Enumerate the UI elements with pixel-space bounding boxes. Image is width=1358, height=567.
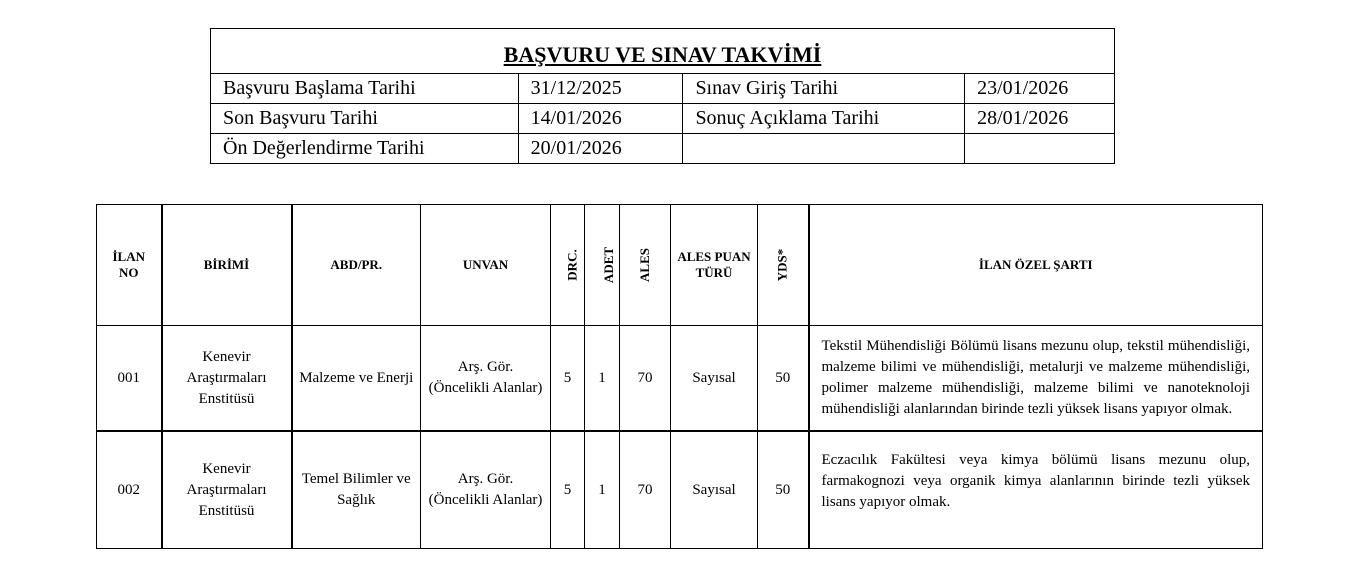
schedule-row [211, 74, 1115, 104]
cell-birimi: Kenevir Araştırmaları Enstitüsü [162, 326, 292, 432]
table-row [97, 326, 1263, 432]
header-ales-label: ALES [637, 248, 652, 282]
header-yds-label: YDS* [774, 248, 790, 282]
schedule-table [210, 28, 1115, 164]
header-adet [585, 205, 620, 326]
cell-adet: 1 [585, 431, 620, 549]
header-ozel-sart: İLAN ÖZEL ŞARTI [809, 205, 1263, 326]
cell-ales: 70 [620, 326, 671, 432]
cell-ales: 70 [620, 431, 671, 549]
cell-unvan: Arş. Gör. (Öncelikli Alanlar) [421, 431, 551, 549]
cell-drc: 5 [551, 431, 585, 549]
cell-ilan-no: 002 [97, 431, 162, 549]
header-birimi: BİRİMİ [162, 205, 292, 326]
schedule-label: Ön Değerlendirme Tarihi [211, 134, 519, 164]
schedule-row [211, 104, 1115, 134]
cell-yds: 50 [758, 431, 809, 549]
header-abd: ABD/PR. [292, 205, 421, 326]
header-ales-puan-turu: ALES PUAN TÜRÜ [671, 205, 758, 326]
schedule-date [965, 134, 1115, 164]
cell-yds: 50 [758, 326, 809, 432]
cell-unvan: Arş. Gör. (Öncelikli Alanlar) [421, 326, 551, 432]
schedule-date: 28/01/2026 [965, 104, 1115, 134]
cell-birimi: Kenevir Araştırmaları Enstitüsü [162, 431, 292, 549]
schedule-label: Son Başvuru Tarihi [211, 104, 519, 134]
schedule-date: 20/01/2026 [518, 134, 683, 164]
header-ales [620, 205, 671, 326]
cell-adet: 1 [585, 326, 620, 432]
schedule-date: 14/01/2026 [518, 104, 683, 134]
schedule-date: 23/01/2026 [965, 74, 1115, 104]
header-ilan-no: İLAN NO [97, 205, 162, 326]
header-drc-label: DRC. [564, 249, 580, 281]
table-row [97, 431, 1263, 549]
schedule-title: BAŞVURU VE SINAV TAKVİMİ [211, 29, 1115, 74]
schedule-label: Sınav Giriş Tarihi [683, 74, 965, 104]
schedule-date: 31/12/2025 [518, 74, 683, 104]
cell-drc: 5 [551, 326, 585, 432]
cell-abd: Temel Bilimler ve Sağlık [292, 431, 421, 549]
cell-ales-puan-turu: Sayısal [671, 326, 758, 432]
header-yds [758, 205, 809, 326]
cell-ozel-sart: Eczacılık Fakültesi veya kimya bölümü lisans mezunu olup, farmakognozi veya organik kimya alanlarının birinde tezli yüksek lisans yapıyor olmak. [809, 431, 1263, 549]
schedule-label: Başvuru Başlama Tarihi [211, 74, 519, 104]
cell-ilan-no: 001 [97, 326, 162, 432]
schedule-label: Sonuç Açıklama Tarihi [683, 104, 965, 134]
header-unvan: UNVAN [421, 205, 551, 326]
listings-table [96, 204, 1263, 549]
header-adet-label: ADET [601, 246, 617, 284]
listings-header-row [97, 205, 1263, 326]
schedule-title-row [211, 29, 1115, 74]
schedule-row [211, 134, 1115, 164]
header-drc [551, 205, 585, 326]
cell-ozel-sart: Tekstil Mühendisliği Bölümü lisans mezunu olup, tekstil mühendisliği, malzeme bilimi ve mühendisliği, metalurji ve malzeme mühendisliği, polimer malzeme mühendisliği, malzeme bilimi ve nanoteknoloji mühendisliği alanlarından birinde tezli yüksek lisans yapıyor olmak. [809, 326, 1263, 432]
cell-abd: Malzeme ve Enerji [292, 326, 421, 432]
cell-ales-puan-turu: Sayısal [671, 431, 758, 549]
schedule-label [683, 134, 965, 164]
